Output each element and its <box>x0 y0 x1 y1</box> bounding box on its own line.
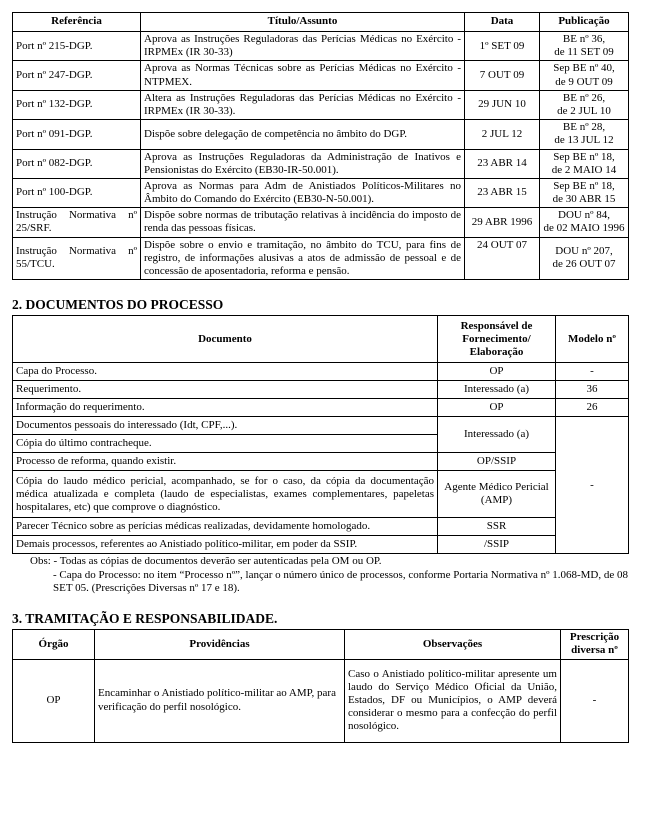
publication-cell <box>540 120 629 149</box>
document-cell: Documentos pessoais do interessado (Idt, CPF,...). <box>13 417 438 435</box>
reference-cell: Instrução Normativa nº 25/SRF. <box>13 208 141 237</box>
publication-line: Sep BE nº 18, <box>553 179 615 192</box>
responsible-cell: SSR <box>438 518 556 536</box>
date-cell: 2 JUL 12 <box>465 120 540 149</box>
references-header-row <box>13 13 629 32</box>
header-observations: Observações <box>345 630 561 659</box>
observation-line: Obs: - Todas as cópias de documentos deverão ser autenticadas pela OM ou OP. <box>30 555 382 568</box>
model-cell: - <box>556 363 629 381</box>
publication-cell <box>540 90 629 119</box>
reference-cell: Port nº 215-DGP. <box>13 32 141 61</box>
publication-line: de 13 JUL 12 <box>554 134 614 147</box>
publication-line: de 9 OUT 09 <box>555 75 613 88</box>
header-prescription: Prescrição diversa nº <box>561 630 629 659</box>
date-cell: 24 OUT 07 <box>465 237 540 280</box>
title-cell: Aprova as Instruções Reguladoras da Administração de Inativos e Pensionistas do Exército (EB30-IR-50.001). <box>141 149 465 178</box>
publication-line: BE nº 28, <box>562 121 606 134</box>
title-cell: Dispõe sobre normas de tributação relativas à incidência do imposto de renda das pessoas físicas. <box>141 208 465 237</box>
document-cell: Requerimento. <box>13 381 438 399</box>
organ-cell: OP <box>13 659 95 742</box>
responsible-cell: Interessado (a) <box>438 417 556 453</box>
header-organ: Órgão <box>13 630 95 659</box>
publication-line: Sep BE nº 40, <box>553 62 615 75</box>
table-row <box>13 399 629 417</box>
date-cell: 23 ABR 15 <box>465 178 540 207</box>
table-row <box>13 471 629 518</box>
publication-line: DOU nº 84, <box>558 209 610 222</box>
reference-cell: Instrução Normativa nº 55/TCU. <box>13 237 141 280</box>
table-row <box>13 90 629 119</box>
title-cell: Dispõe sobre delegação de competência no âmbito do DGP. <box>141 120 465 149</box>
responsible-cell: OP <box>438 363 556 381</box>
document-cell: Parecer Técnico sobre as perícias médicas realizadas, devidamente homologado. <box>13 518 438 536</box>
documents-table <box>12 315 629 554</box>
publication-line: de 02 MAIO 1996 <box>543 222 625 235</box>
documents-header-row <box>13 316 629 363</box>
section-2-title: 2. DOCUMENTOS DO PROCESSO <box>12 297 224 313</box>
title-cell: Altera as Instruções Reguladoras das Perícias Médicas no Exército - IRPMEx (IR 30-33). <box>141 90 465 119</box>
observations-note <box>12 555 628 595</box>
responsible-cell: OP/SSIP <box>438 453 556 471</box>
reference-cell: Port nº 100-DGP. <box>13 178 141 207</box>
date-cell: 29 ABR 1996 <box>465 208 540 237</box>
responsible-cell: /SSIP <box>438 536 556 554</box>
publication-line: DOU nº 207, <box>555 245 613 258</box>
publication-line: de 2 JUL 10 <box>557 104 611 117</box>
document-cell: Informação do requerimento. <box>13 399 438 417</box>
procedure-header-row <box>13 630 629 659</box>
document-cell: Capa do Processo. <box>13 363 438 381</box>
observations-cell: Caso o Anistiado político-militar apresente um laudo do Serviço Médico Oficial da União, Estados, DF ou Municípios, o AMP deverá considerar o mesmo para a confecção do perfil nosológico. <box>345 659 561 742</box>
header-actions: Providências <box>95 630 345 659</box>
responsible-cell: OP <box>438 399 556 417</box>
actions-cell: Encaminhar o Anistiado político-militar ao AMP, para verificação do perfil nosológico. <box>95 659 345 742</box>
date-cell: 29 JUN 10 <box>465 90 540 119</box>
model-cell: - <box>556 417 629 554</box>
document-page <box>12 12 628 743</box>
reference-cell: Port nº 091-DGP. <box>13 120 141 149</box>
title-cell: Aprova as Instruções Reguladoras das Perícias Médicas no Exército - IRPMEx (IR 30-33) <box>141 32 465 61</box>
document-cell: Demais processos, referentes ao Anistiado político-militar, em poder da SSIP. <box>13 536 438 554</box>
table-row <box>13 363 629 381</box>
publication-cell <box>540 178 629 207</box>
title-cell: Aprova as Normas Técnicas sobre as Perícias Médicas no Exército - NTPMEX. <box>141 61 465 90</box>
publication-line: BE nº 36, <box>562 33 606 45</box>
document-cell: Processo de reforma, quando existir. <box>13 453 438 471</box>
table-row <box>13 518 629 536</box>
table-row <box>13 536 629 554</box>
table-row <box>13 417 629 435</box>
table-row <box>13 237 629 280</box>
reference-cell: Port nº 247-DGP. <box>13 61 141 90</box>
prescription-cell: - <box>561 659 629 742</box>
header-document: Documento <box>13 316 438 363</box>
table-row <box>13 208 629 237</box>
header-title: Título/Assunto <box>141 13 465 32</box>
responsible-cell: Interessado (a) <box>438 381 556 399</box>
document-cell: Cópia do laudo médico pericial, acompanhado, se for o caso, da cópia da documentação médica atualizada e completa (laudo de especialistas, exames complementares, papeletas hospitalares, etc) que comprove o diagnóstico. <box>13 471 438 518</box>
section-3-title: 3. TRAMITAÇÃO E RESPONSABILIDADE. <box>12 610 278 626</box>
publication-line: de 30 ABR 15 <box>552 193 616 206</box>
observation-line: - Capa do Processo: no item “Processo nº”, lançar o número único de processos, conforme Portaria Normativa nº 1.068-MD, de 08 SET 05. (Prescrições Diversas nº 17 e 18). <box>53 568 629 594</box>
table-row <box>13 32 629 61</box>
table-row <box>13 61 629 90</box>
table-row <box>13 381 629 399</box>
title-cell: Dispõe sobre o envio e tramitação, no âmbito do TCU, para fins de registro, de informações alusivas a atos de admissão de pessoal e de concessão de aposentadoria, reforma e pensão. <box>141 237 465 280</box>
publication-cell <box>540 61 629 90</box>
model-cell: 26 <box>556 399 629 417</box>
publication-line: Sep BE nº 18, <box>553 150 615 163</box>
header-model: Modelo nº <box>556 316 629 363</box>
table-row <box>13 120 629 149</box>
table-row <box>13 178 629 207</box>
reference-cell: Port nº 132-DGP. <box>13 90 141 119</box>
model-cell: 36 <box>556 381 629 399</box>
date-cell: 7 OUT 09 <box>465 61 540 90</box>
publication-cell <box>540 32 629 61</box>
reference-cell: Port nº 082-DGP. <box>13 149 141 178</box>
date-cell: 1º SET 09 <box>465 32 540 61</box>
header-responsible: Responsável de Fornecimento/ Elaboração <box>438 316 556 363</box>
document-cell: Cópia do último contracheque. <box>13 435 438 453</box>
header-reference: Referência <box>13 13 141 32</box>
procedure-table <box>12 629 629 742</box>
publication-cell <box>540 237 629 280</box>
header-date: Data <box>465 13 540 32</box>
header-publication: Publicação <box>540 13 629 32</box>
publication-line: de 2 MAIO 14 <box>551 163 617 176</box>
publication-line: BE nº 26, <box>562 91 606 104</box>
responsible-cell: Agente Médico Pericial (AMP) <box>438 471 556 518</box>
table-row <box>13 453 629 471</box>
publication-cell <box>540 208 629 237</box>
publication-cell <box>540 149 629 178</box>
references-table <box>12 12 629 280</box>
table-row <box>13 659 629 742</box>
publication-line: de 11 SET 09 <box>554 46 614 59</box>
publication-line: de 26 OUT 07 <box>552 258 616 271</box>
date-cell: 23 ABR 14 <box>465 149 540 178</box>
title-cell: Aprova as Normas para Adm de Anistiados Políticos-Militares no Âmbito do Comando do Exército (EB30-N-50.001). <box>141 178 465 207</box>
table-row <box>13 149 629 178</box>
